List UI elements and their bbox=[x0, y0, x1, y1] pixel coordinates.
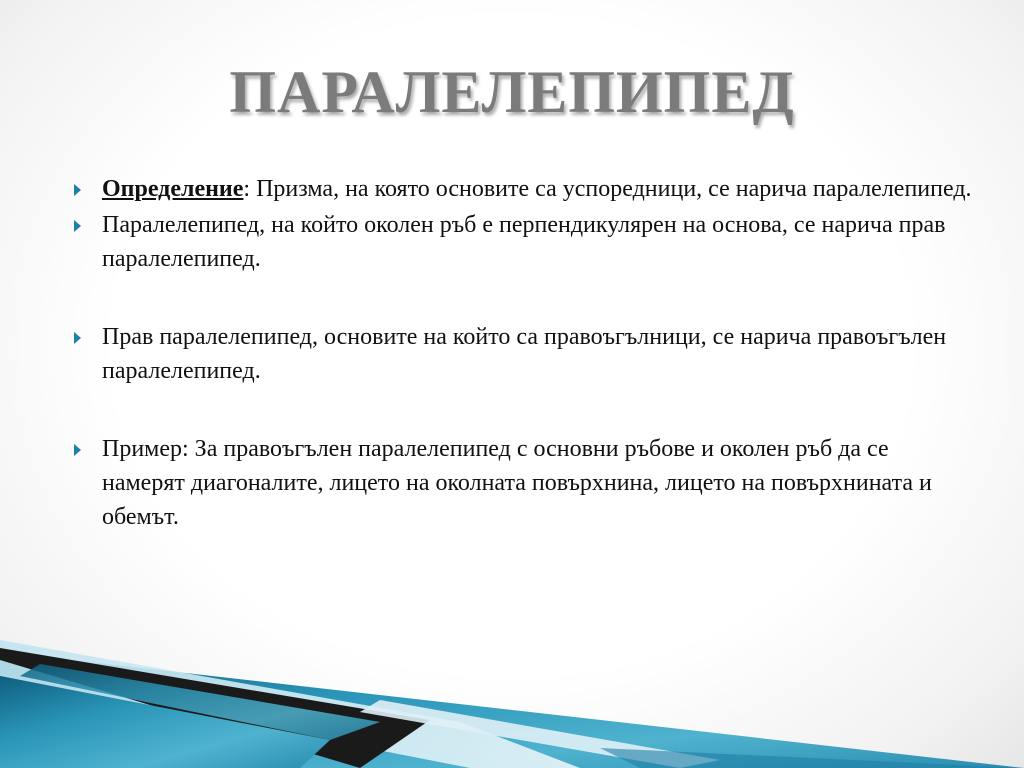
bullet-list bbox=[72, 172, 972, 534]
triangle-right-icon bbox=[74, 332, 81, 344]
list-item-definition bbox=[72, 172, 972, 206]
slide-title: ПАРАЛЕЛЕПИПЕД bbox=[229, 59, 795, 125]
definition-text: : Призма, на която основите са успоредници, се нарича паралелепипед. bbox=[243, 176, 972, 202]
list-item-text: Паралелепипед, на който околен ръб е перпендикулярен на основа, се нарича прав паралелепипед. bbox=[102, 212, 946, 272]
definition-term: Определение bbox=[102, 176, 244, 202]
triangle-right-icon bbox=[74, 184, 81, 196]
list-item-example bbox=[72, 432, 972, 534]
list-item-rectangular-parallelepiped bbox=[72, 320, 972, 388]
list-item-right-parallelepiped bbox=[72, 208, 972, 276]
list-item-text: Пример: За правоъгълен паралелепипед с основни ръбове и околен ръб да се намерят диагоналите, лицето на околната повърхнина, лицето на повърхнината и обемът. bbox=[102, 436, 932, 530]
triangle-right-icon bbox=[74, 444, 81, 456]
list-item-text: Прав паралелепипед, основите на който са правоъгълници, се нарича правоъгълен паралелепипед. bbox=[102, 324, 947, 384]
triangle-right-icon bbox=[74, 220, 81, 232]
